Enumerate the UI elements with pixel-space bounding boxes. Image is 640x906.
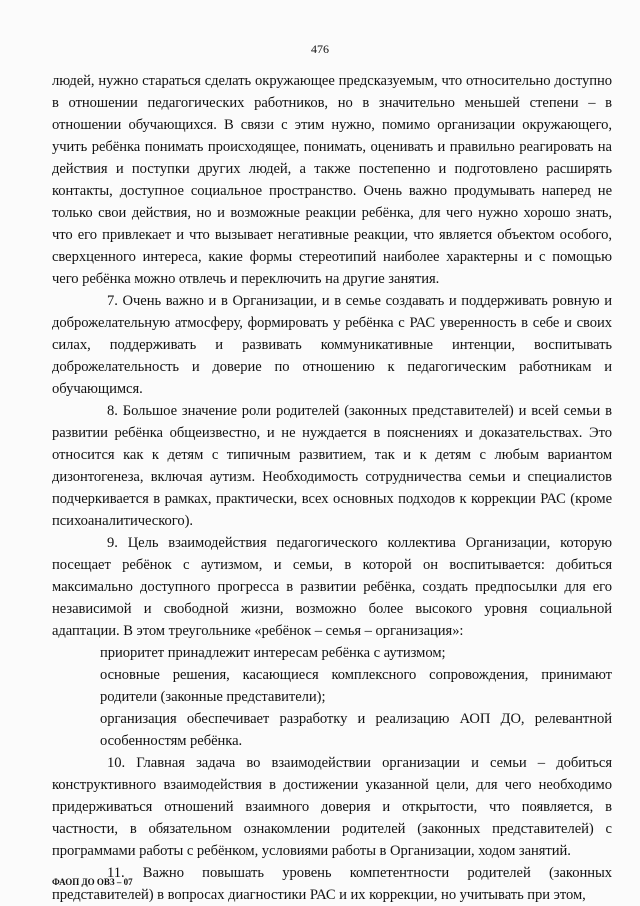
paragraph-10: 10. Главная задача во взаимодействии организации и семьи – добиться конструктивного взаимодействия в достижении указанной цели, для чего необходимо придерживаться отношений взаимного доверия и открытости, что появляется, в частности, в обязательном ознакомлении родителей (законных представителей) с программами работы с ребёнком, условиями работы в Организации, ходом занятий. (52, 755, 612, 859)
footer-code: ФАОП ДО ОВЗ – 07 (52, 877, 133, 887)
paragraph-7: 7. Очень важно и в Организации, и в семье создавать и поддерживать ровную и доброжелательную атмосферу, формировать у ребёнка с РАС уверенность в себе и своих силах, поддерживать и развивать коммуникативные интенции, воспитывать доброжелательность и доверие по отношению к педагогическим работникам и обучающимся. (52, 293, 612, 397)
list-item-decisions: основные решения, касающиеся комплексного сопровождения, принимают родители (законные представители); (100, 667, 612, 705)
list-item-organization: организация обеспечивает разработку и реализацию АОП ДО, релевантной особенностям ребёнка. (100, 711, 612, 749)
paragraph-8: 8. Большое значение роли родителей (законных представителей) и всей семьи в развитии ребёнка общеизвестно, и не нуждается в пояснениях и доказательствах. Это относится как к детям с типичным развитием, так и к детям с любым вариантом дизонтогенеза, включая аутизм. Необходимость сотрудничества семьи и специалистов подчеркивается в рамках, практически, всех основных подходов к коррекции РАС (кроме психоаналитического). (52, 403, 612, 529)
list-item-priority: приоритет принадлежит интересам ребёнка с аутизмом; (100, 645, 446, 661)
paragraph-11: 11. Важно повышать уровень компетентности родителей (законных представителей) в вопросах диагностики РАС и их коррекции, но учитывать при этом, (52, 865, 612, 903)
body-text (52, 70, 612, 906)
paragraph-continuation: людей, нужно стараться сделать окружающее предсказуемым, что относительно доступно в отношении педагогических работников, но в значительно меньшей степени – в отношении обучающихся. В связи с этим нужно, помимо организации окружающего, учить ребёнка понимать происходящее, понимать, оценивать и правильно реагировать на действия и поступки других людей, а также постепенно и подготовлено расширять контакты, доступное социальное пространство. Очень важно продумывать наперед не только свои действия, но и возможные реакции ребёнка, для чего нужно хорошо знать, что его привлекает и что вызывает негативные реакции, что является объектом особого, сверхценного интереса, какие формы стереотипий наиболее характерны и с помощью чего ребёнка можно отвлечь и переключить на другие занятия. (52, 73, 612, 287)
paragraph-9: 9. Цель взаимодействия педагогического коллектива Организации, которую посещает ребёнок с аутизмом, и семьи, в которой он воспитывается: добиться максимально доступного прогресса в развитии ребёнка, создать предпосылки для его независимой и свободной жизни, возможно более высокого уровня социальной адаптации. В этом треугольнике «ребёнок – семья – организация»: (52, 535, 612, 639)
page-number: 476 (311, 42, 329, 56)
